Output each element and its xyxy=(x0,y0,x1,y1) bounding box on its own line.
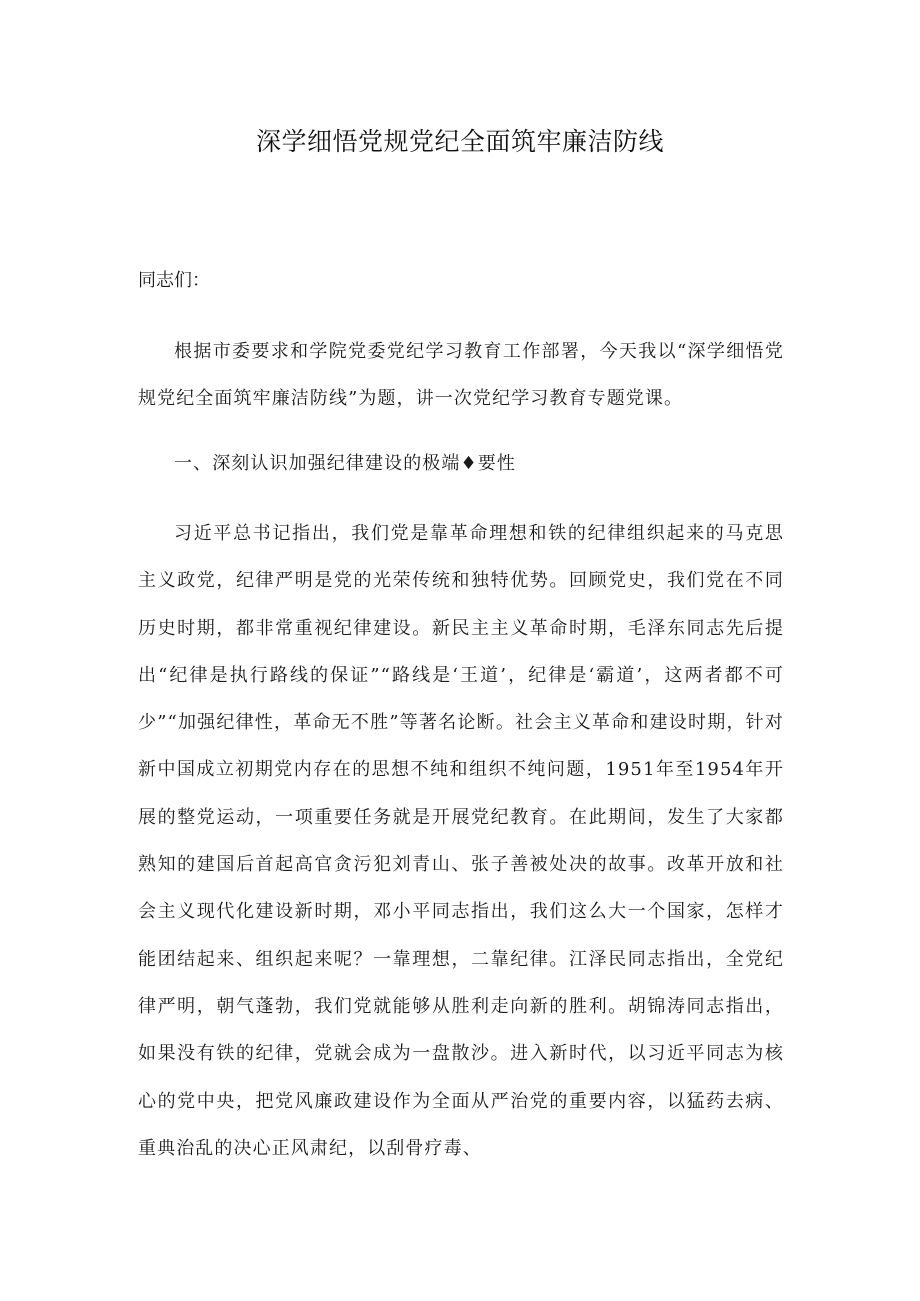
section-heading: 一、深刻认识加强纪律建设的极端♦要性 xyxy=(174,453,516,474)
document-title: 深学细悟党规党纪全面筑牢廉洁防线 xyxy=(255,127,664,156)
paragraph-body: 习近平总书记指出，我们党是靠革命理想和铁的纪律组织起来的马克思主义政党，纪律严明是党的光荣传统和独特优势。回顾党史，我们党在不同历史时期，都非常重视纪律建设。新民主主义革命时期，毛泽东同志先后提出“纪律是执行路线的保证”“路线是‘王道’，纪律是‘霸道’，这两者都不可少”“加强纪律性，革命无不胜”等著名论断。社会主义革命和建设时期，针对新中国成立初期党内存在的思想不纯和组织不纯问题，1951年至1954年开展的整党运动，一项重要任务就是开展党纪教育。在此期间，发生了大家都熟知的建国后首起高官贪污犯刘青山、张子善被处决的故事。改革开放和社会主义现代化建设新时期，邓小平同志指出，我们这么大一个国家，怎样才能团结起来、组织起来呢？一靠理想，二靠纪律。江泽民同志指出，全党纪律严明，朝气蓬勃，我们党就能够从胜利走向新的胜利。胡锦涛同志指出，如果没有铁的纪律，党就会成为一盘散沙。进入新时代，以习近平同志为核心的党中央，把党风廉政建设作为全面从严治党的重要内容，以猛药去病、重典治乱的决心正风肃纪，以刮骨疗毒、 xyxy=(138,523,784,1159)
salutation: 同志们： xyxy=(138,270,210,291)
paragraph-intro: 根据市委要求和学院党委党纪学习教育工作部署，今天我以“深学细悟党规党纪全面筑牢廉洁防线”为题，讲一次党纪学习教育专题党课。 xyxy=(138,341,784,410)
